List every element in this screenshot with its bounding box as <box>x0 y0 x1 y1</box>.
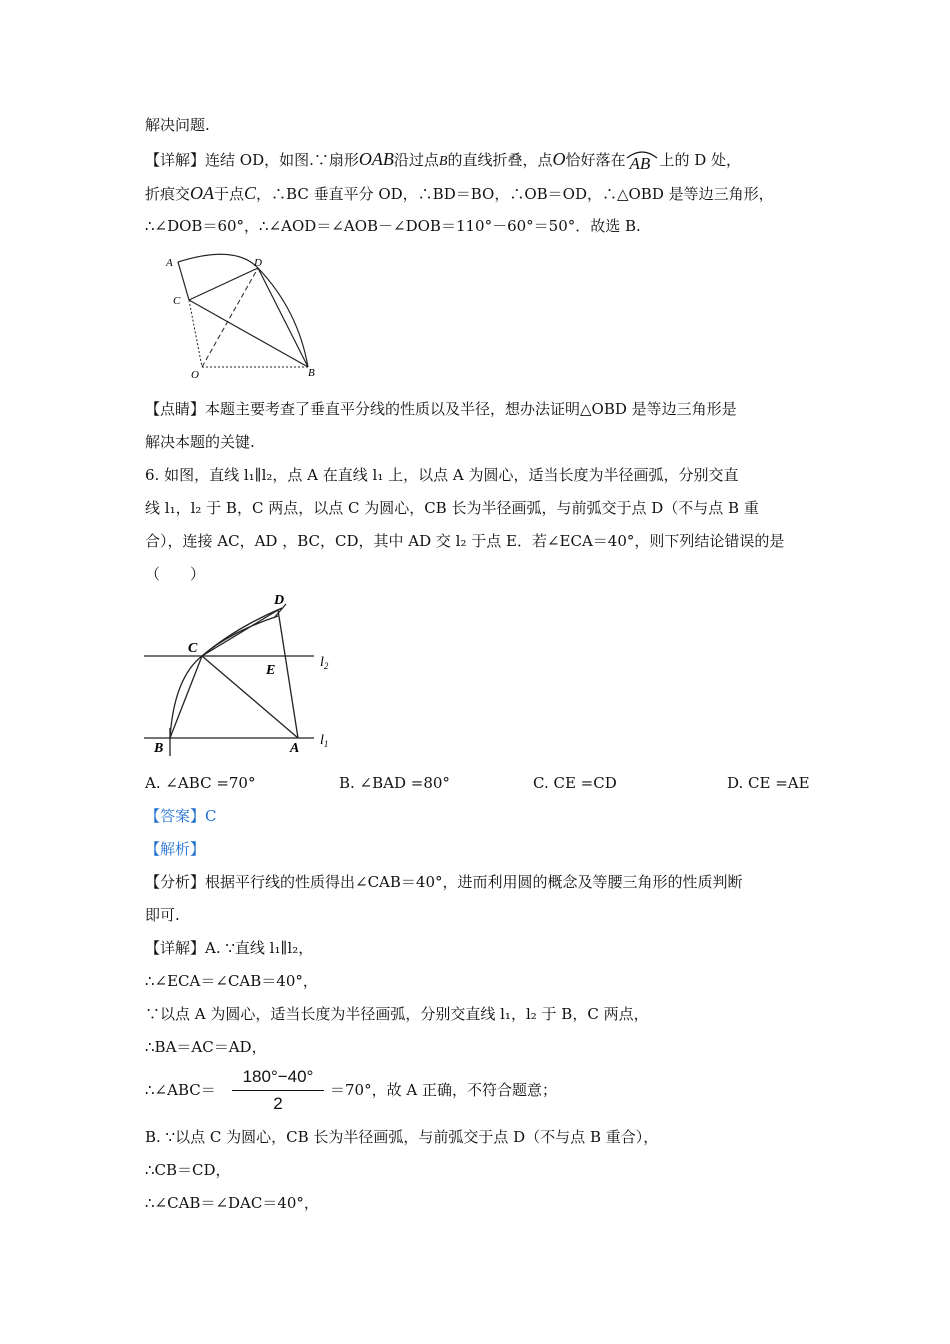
text-span: ，∴BC 垂直平分 OD，∴BD＝BO，∴OB＝OD，∴△OBD 是等边三角形， <box>256 185 774 203</box>
analysis-label: 【解析】 <box>145 840 206 858</box>
fraction-numerator: 180°−40° <box>242 1067 314 1086</box>
option-a: A. ∠ABC =70° <box>145 774 256 792</box>
fraction <box>232 1066 324 1115</box>
text-span: 恰好落在 <box>565 151 626 169</box>
math-span: OA <box>190 183 215 203</box>
math-span: O <box>552 149 566 169</box>
line-label-l2: $l_2$ <box>320 655 329 671</box>
arc-ab <box>178 254 308 367</box>
arc-label: AB <box>629 154 651 173</box>
text-line: 【详解】A. ∵直线 l₁∥l₂， <box>145 939 314 957</box>
point-label-a: A <box>290 741 300 756</box>
text-span: 的直线折叠，点 <box>447 151 553 169</box>
segment-bc <box>170 656 202 738</box>
text-line: 【点睛】本题主要考查了垂直平分线的性质以及半径，想办法证明△OBD 是等边三角形是 <box>145 400 737 418</box>
text-line: ∴∠ABC＝ <box>145 1081 216 1099</box>
question-line: 线 l₁，l₂ 于 B，C 两点，以点 C 为圆心，CB 长为半径画弧，与前弧交于点 D（不与点 B 重 <box>145 499 759 517</box>
option-b: B. ∠BAD =80° <box>339 774 450 792</box>
answer-label: 【答案】C <box>145 807 217 825</box>
segment-ca <box>202 656 298 738</box>
question-line: 6. 如图，直线 l₁∥l₂，点 A 在直线 l₁ 上，以点 A 为圆心，适当长度为半径画弧，分别交直 <box>145 466 739 484</box>
question-line: （ ） <box>145 565 206 583</box>
text-span: 沿过点 <box>393 151 439 169</box>
text-line <box>145 148 741 173</box>
math-span: OAB <box>358 149 394 169</box>
point-label-o: O <box>191 369 199 381</box>
text-span: 于点 <box>214 185 245 203</box>
fraction-denominator: 2 <box>273 1094 283 1113</box>
point-label-b: B <box>308 367 315 379</box>
segment-cb <box>189 300 308 367</box>
option-c: C. CE =CD <box>533 774 617 792</box>
option-d: D. CE =AE <box>727 774 810 792</box>
point-label-c: C <box>173 295 181 307</box>
segment-cd <box>189 268 258 300</box>
point-label-e: E <box>266 663 276 678</box>
segment-da <box>278 610 298 738</box>
line-label-l1: $l_1$ <box>320 733 329 749</box>
point-label-c: C <box>188 641 198 656</box>
text-span: 折痕交 <box>145 185 191 203</box>
math-span: C <box>244 183 257 203</box>
point-label-d: D <box>254 257 262 269</box>
arc-centered-a <box>170 616 278 738</box>
text-line: 即可. <box>145 906 180 924</box>
text-line: 【分析】根据平行线的性质得出∠CAB＝40°，进而利用圆的概念及等腰三角形的性质判断 <box>145 873 743 891</box>
text-span: 【详解】连结 OD，如图.∵扇形 <box>145 151 359 169</box>
text-line: ∴∠DOB＝60°，∴∠AOD＝∠AOB－∠DOB＝110°－60°＝50°．故选 B. <box>145 217 641 235</box>
point-label-d: D <box>274 593 285 608</box>
text-line: ∴BA＝AC＝AD， <box>145 1038 267 1056</box>
text-line: ∴∠CAB＝∠DAC＝40°， <box>145 1194 319 1212</box>
text-line: ＝70°，故 A 正确，不符合题意； <box>330 1081 557 1099</box>
question-line: 合），连接 AC，AD ，BC，CD，其中 AD 交 l₂ 于点 E．若∠ECA＝40°，则下列结论错误的是 <box>145 532 785 550</box>
segment-co-dotted <box>189 300 202 367</box>
text-line: 解决问题. <box>145 116 210 134</box>
parallel-lines-figure <box>140 588 350 758</box>
segment-db <box>258 268 308 367</box>
fraction-bar <box>232 1090 324 1091</box>
segment-od-dashed <box>202 268 258 367</box>
text-line: B. ∵以点 C 为圆心，CB 长为半径画弧，与前弧交于点 D（不与点 B 重合）， <box>145 1128 659 1146</box>
arc-ab-notation <box>625 151 659 173</box>
text-line <box>145 182 774 205</box>
point-label-a: A <box>166 257 173 269</box>
segment-cd <box>202 610 278 656</box>
sector-fold-figure <box>160 250 330 382</box>
math-span: B <box>438 154 448 169</box>
text-line: ∴∠ECA＝∠CAB＝40°， <box>145 972 318 990</box>
text-span: 上的 D 处， <box>659 151 742 169</box>
point-label-b: B <box>154 741 164 756</box>
text-line: ∵以点 A 为圆心，适当长度为半径画弧，分别交直线 l₁，l₂ 于 B，C 两点， <box>145 1005 649 1023</box>
text-line: 解决本题的关键. <box>145 433 255 451</box>
text-line: ∴CB＝CD， <box>145 1161 231 1179</box>
